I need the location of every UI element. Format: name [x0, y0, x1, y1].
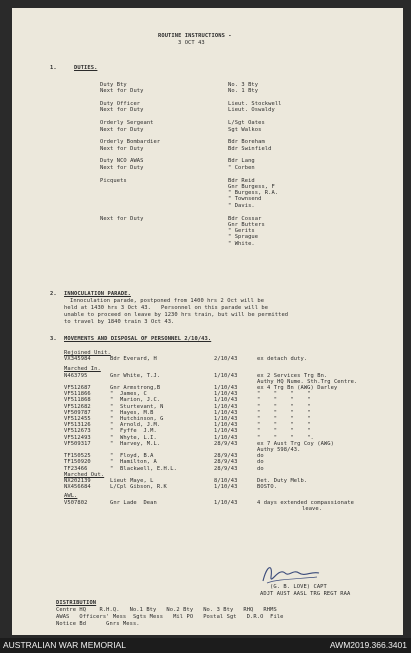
movement-date: 1/10/43 [214, 422, 238, 429]
distribution-line-1: Centre HQ R.H.Q. No.1 Bty No.2 Bty No. 3 Bty RHQ RHMS [56, 607, 277, 613]
member-name: " Hutchinson, G [110, 416, 164, 422]
member-name: " Marion, J.C. [110, 397, 161, 404]
movement-note: 4 days extended compassionate [257, 499, 355, 506]
movement-note: BOSTO. [257, 484, 278, 491]
movement-date: 28/9/43 [214, 459, 238, 466]
inoculation-line: held at 1430 hrs 3 Oct 43. Personnel on this parade will be [64, 305, 269, 311]
duty-role: Duty Officer [100, 101, 141, 108]
archive-name: AUSTRALIAN WAR MEMORIAL [3, 640, 126, 650]
service-number: TF150920 [64, 459, 91, 466]
movement-note: " " " " [257, 409, 311, 416]
movement-note: " " " " [257, 397, 311, 404]
movement-date: 1/10/43 [214, 403, 238, 410]
duty-assignee: No. 1 Bty [228, 88, 259, 95]
duty-assignee: L/Sgt Oates [228, 120, 265, 127]
duty-assignee: Gnr Butters [228, 221, 265, 228]
service-number: NX202139 [64, 478, 91, 484]
movement-note: " " " ". [257, 434, 314, 441]
service-number: VF509787 [64, 409, 91, 416]
service-number: VF509317 [64, 440, 91, 447]
service-number: VF511868 [64, 397, 91, 404]
section-1-num: 1. [50, 65, 57, 71]
doc-title: ROUTINE INSTRUCTIONS - [158, 33, 232, 39]
duty-role: Next for Duty [100, 107, 144, 114]
movement-date: 1/10/43 [214, 397, 238, 404]
duty-assignee: Bdr Cossar [228, 215, 262, 222]
movement-note: ex 4 Trg Bn (AWG) Darley [257, 385, 338, 391]
movement-date: 1/10/43 [214, 484, 238, 491]
duty-assignee: Bdr Boreham [228, 139, 265, 146]
duty-assignee: Bdr Swinfield [228, 145, 272, 152]
duty-assignee: No. 3 Bty [228, 82, 259, 88]
member-name: Lieut Maye, L [110, 478, 154, 484]
service-number: VF512493 [64, 434, 91, 441]
duty-assignee: Bdr Reid [228, 177, 255, 184]
movement-note: Authy 598/43. [257, 447, 301, 453]
service-number: VF513126 [64, 422, 91, 429]
movement-note: do [257, 465, 264, 472]
archive-reference: AWM2019.366.3401 [329, 640, 407, 650]
service-number: VF511866 [64, 391, 91, 398]
duty-assignee: Bdr Lang [228, 158, 255, 165]
signature-name: (G. B. LOVE) CAPT [270, 584, 327, 590]
distribution-line-2: AWAS Officers' Mess Sgts Mess Mil PO Postal Sgt D.R.O File [56, 614, 284, 620]
member-name: " Blackwell, E.H.L. [110, 465, 177, 472]
movement-date: 8/10/43 [214, 478, 238, 484]
member-name: " Sturtevant, N [110, 403, 164, 410]
service-number: VX345984 [64, 356, 91, 363]
duty-role: Orderly Bombardier [100, 139, 161, 146]
awl-note-cont: leave. [302, 505, 323, 512]
duty-assignee: " Burgess, R.A. [228, 190, 279, 197]
duty-assignee: " White. [228, 240, 255, 247]
service-number: TF150525 [64, 453, 91, 460]
movement-date: 1/10/43 [214, 434, 238, 441]
movement-note: Authy HQ Nume. Sth.Trg Centre. [257, 378, 358, 385]
movement-note: ex 7 Aust Trg Coy (AWG) [257, 440, 334, 447]
service-number: VF512687 [64, 385, 91, 391]
duty-assignee: " Corben [228, 164, 255, 171]
duty-role: Next for Duty [100, 145, 144, 152]
member-name: Gnr White, T.J. [110, 372, 161, 379]
movement-date: 28/9/43 [214, 453, 238, 460]
movement-date: 2/10/43 [214, 356, 238, 363]
member-name: " Floyd, B.A [110, 453, 154, 460]
member-name: " James, C [110, 391, 147, 398]
movement-date: 1/10/43 [214, 391, 238, 398]
duty-role: Next for Duty [100, 164, 144, 171]
service-number: VF512673 [64, 428, 91, 435]
member-name: Gnr Lade Dean [110, 499, 157, 506]
movement-note: " " " " [257, 428, 311, 435]
section-2-num: 2. [50, 291, 57, 297]
service-number: VF512682 [64, 403, 91, 410]
member-name: " Harvey, M.L. [110, 440, 161, 447]
movement-date: 1/10/43 [214, 416, 238, 422]
section-3-heading: MOVEMENTS AND DISPOSAL OF PERSONNEL 2/10/43. [64, 336, 212, 342]
duty-role: Picquets [100, 177, 127, 184]
movement-date: 1/10/43 [214, 428, 238, 435]
member-name: " Fyffe J.M. [110, 428, 157, 435]
member-name: " Arnold, J.M. [110, 422, 161, 429]
service-number: NX456684 [64, 484, 91, 491]
movement-note: " " " " [257, 403, 311, 410]
doc-date: 3 OCT 43 [178, 40, 205, 46]
member-name: Gnr Armstrong,B [110, 385, 161, 391]
member-name: " Hamilton, A [110, 459, 157, 466]
duty-role: Orderly Sergeant [100, 120, 154, 127]
rejoined-label: Rejoined Unit. [64, 350, 111, 356]
document-page [12, 8, 403, 635]
awl-label: AWL. [64, 493, 78, 500]
movement-date: 1/10/43 [214, 372, 238, 379]
service-number: VF512455 [64, 416, 91, 422]
inoculation-line: to travel by 1840 train 3 Oct 43. [64, 319, 175, 325]
distribution-line-3: Notice Bd Gnrs Mess. [56, 621, 140, 627]
section-2-heading: INNOCULATION PARADE. [64, 291, 131, 297]
movement-date: 1/10/43 [214, 385, 238, 391]
movement-date: 1/10/43 [214, 499, 238, 506]
duty-role: Next for Duty [100, 215, 144, 222]
duty-assignee: Gnr Burgess, F [228, 183, 275, 190]
member-name: Bdr Everard, H [110, 356, 157, 363]
duty-role: Next for Duty [100, 126, 144, 133]
section-3-num: 3. [50, 336, 57, 342]
duty-assignee: Lieut. Stockwell [228, 101, 282, 108]
inoculation-line: Innoculation parade, postponed from 1400 hrs 2 Oct will be [70, 298, 265, 304]
service-number: TF23466 [64, 465, 88, 472]
duty-assignee: Sgt Walkos [228, 126, 262, 133]
inoculation-line: unable to proceed on leave by 1230 hrs train, but will be permitted [64, 312, 289, 318]
member-name: " Hayes, M.B [110, 409, 154, 416]
movement-note: " " " " [257, 422, 311, 429]
duty-assignee: Lieut. Oswaldy [228, 107, 275, 114]
duty-assignee: " Gerits [228, 228, 255, 235]
member-name: L/Cpl Gibson, R.K [110, 484, 167, 491]
service-number: V507802 [64, 499, 88, 506]
movement-date: 1/10/43 [214, 409, 238, 416]
service-number: N463795 [64, 372, 88, 379]
movement-note: ex 2 Services Trg Bn. [257, 372, 328, 379]
archive-footer [0, 638, 411, 653]
movement-note: " " " " [257, 391, 311, 398]
movement-note: " " " " [257, 416, 311, 422]
section-1-heading: DUTIES. [74, 65, 98, 71]
marched-out-label: Marched Out. [64, 471, 105, 478]
distribution-heading: DISTRIBUTION [56, 600, 97, 606]
duty-assignee: " Davis. [228, 202, 255, 209]
movement-date: 28/9/43 [214, 440, 238, 447]
duty-role: Duty NCO AWAS [100, 158, 144, 165]
duty-role: Duty Bty [100, 82, 127, 88]
movement-date: 28/9/43 [214, 465, 238, 472]
member-name: " Whyte, L.I. [110, 434, 157, 441]
duty-assignee: " Townsend [228, 196, 262, 203]
movement-note: ex detach duty. [257, 356, 308, 363]
marched-in-label: Marched In. [64, 366, 101, 373]
signature-role: ADJT AUST AASL TRG REGT RAA [260, 591, 351, 597]
movement-note: do [257, 459, 264, 466]
duty-assignee: " Sprague [228, 234, 259, 241]
movement-note: Det. Duty Melb. [257, 478, 308, 484]
movement-note: do [257, 453, 264, 460]
duty-role: Next for Duty [100, 88, 144, 95]
